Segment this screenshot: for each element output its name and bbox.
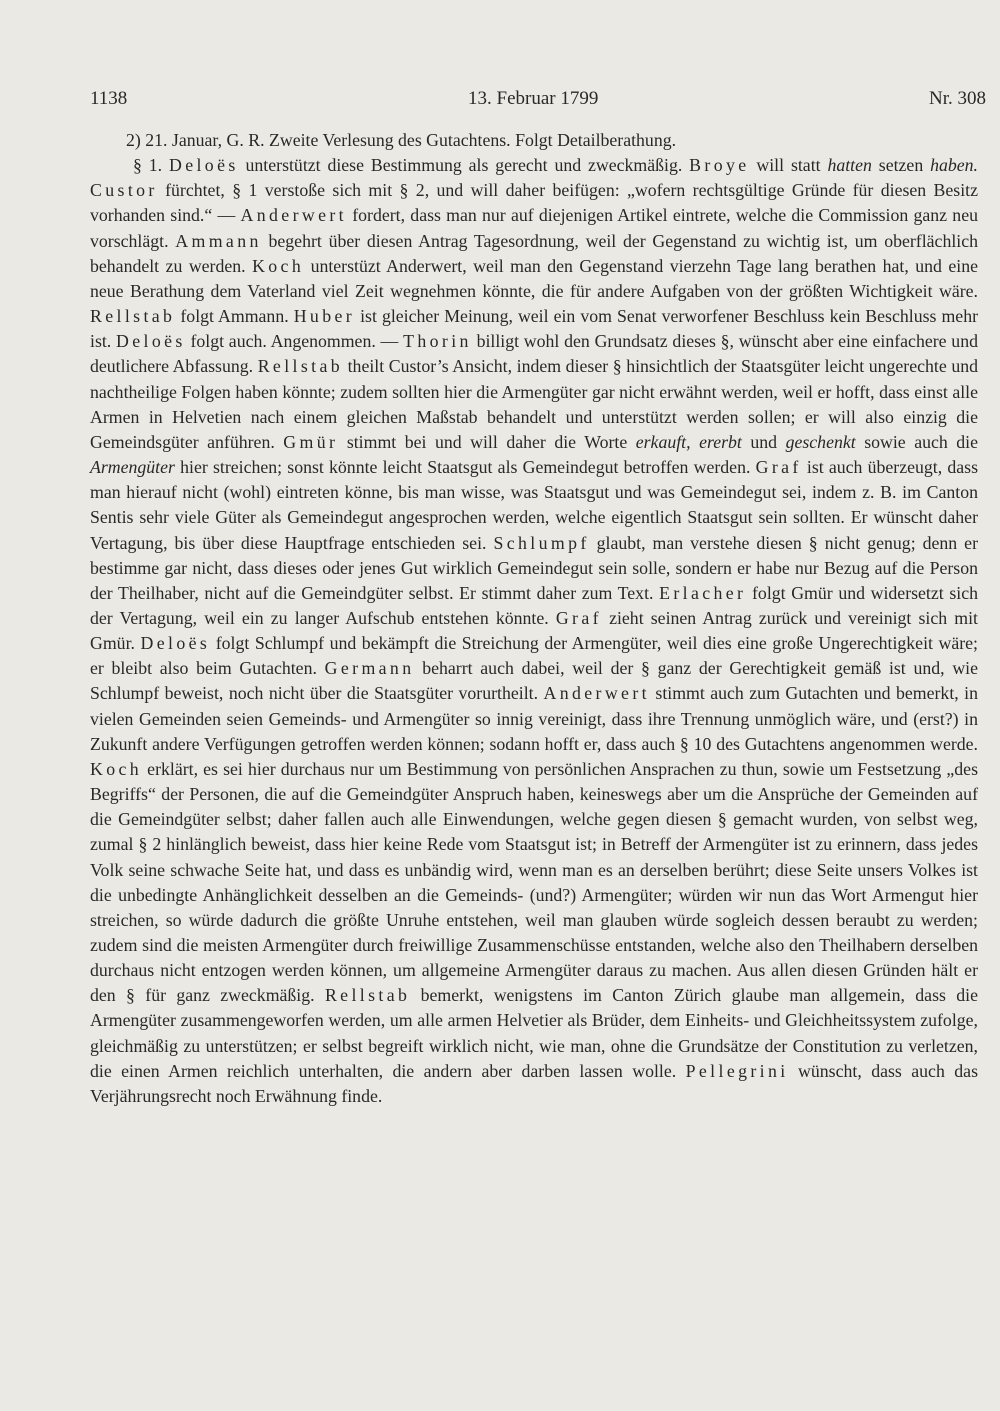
text-run: stimmt auch zum Gutachten und bemerkt, in vielen Gemeinden seien Gemeinds- und Armengüter so innig vereinigt, dass ihre Trennung unmöglich wäre, und (erst?) in Zukunft andere Verfügungen getroffen werden können; sodann hofft er, dass auch § 10 des Gutachtens angenommen werde. — [90, 683, 978, 754]
speaker-name: Anderwert — [240, 205, 347, 226]
text-run: ist gleicher Meinung, weil ein vom Senat verworfener Beschluss kein Beschluss mehr ist. — [90, 306, 979, 352]
text-run: beharrt auch dabei, weil der § ganz der Gerechtigkeit gemäß ist und, wie Schlumpf beweist, noch nicht über die Staatsgüter vorurtheilt. — [90, 658, 978, 704]
running-header — [90, 88, 986, 118]
speaker-name: Broye — [689, 155, 750, 176]
text-run: setzen — [871, 155, 931, 176]
text-run: theilt Custor’s Ansicht, indem dieser § hinsichtlich der Staatsgüter leicht ungerechte und nachtheilige Folgen haben könnte; zudem sollten hier die Armengüter gar nicht erwähnt werden, weil er hofft, dass einst alle Armen in Helvetien nach einem gleichen Maßstab behandelt und unterstützt werden sollen; er will also einzig die Gemeindsgüter anführen. — [90, 356, 978, 452]
text-run: glaubt, man verstehe diesen § nicht genug; denn er bestimme gar nicht, dass dieses oder jenes Gut wirklich Gemeindegut sein solle, sondern er habe nur Bezug auf die Person der Theilhaber, nicht auf die Gemeindgüter selbst. Er stimmt daher zum Text. — [90, 532, 978, 603]
text-run: will statt — [749, 155, 828, 176]
speaker-name: Gmür — [283, 431, 339, 452]
body-text — [90, 128, 978, 1109]
emphasis-text: Armengüter — [90, 457, 175, 478]
text-run: zieht seinen Antrag zurück und vereinigt sich mit Gmür. — [90, 607, 978, 654]
text-run: und — [741, 431, 786, 452]
text-run: begehrt über diesen Antrag Tagesordnung, weil der Gegenstand zu wichtig ist, um oberflächlich behandelt zu werden. — [90, 230, 979, 276]
speaker-name: Rellstab — [324, 985, 411, 1006]
speaker-name: Schlumpf — [493, 532, 590, 553]
speaker-name: Huber — [293, 306, 356, 327]
speaker-name: Deloës — [140, 633, 211, 654]
text-run: billigt wohl den Grundsatz dieses §, wünscht aber eine einfachere und deutlichere Abfassung. — [90, 331, 978, 377]
text-run: folgt auch. Angenommen. — — [185, 331, 404, 352]
text-run: sowie auch die — [855, 431, 978, 452]
header-date: 13. Februar 1799 — [468, 88, 599, 109]
text-run: fürchtet, § 1 verstoße sich mit § 2, und will daher beifügen: „wofern rechtsgültige Gründe für diesen Besitz vorhanden sind.“ — — [90, 180, 978, 226]
speaker-name: Rellstab — [90, 306, 176, 327]
emphasis-text: hatten — [827, 155, 872, 176]
text-run: unterstüzt Anderwert, weil man den Gegenstand vierzehn Tage lang berathen hat, und eine neue Berathung dem Vaterland viel Zeit wegnehmen könnte, die für andere Aufgaben von der größten Wichtigkeit wäre. — [90, 255, 978, 301]
text-run: stimmt bei und will daher die Worte — [338, 431, 636, 452]
speaker-name: Ammann — [175, 230, 262, 251]
speaker-name: Graf — [555, 607, 602, 628]
speaker-name: Custor — [90, 180, 158, 201]
text-run: folgt Ammann. — [175, 306, 294, 327]
speaker-name: Rellstab — [257, 356, 344, 377]
session-heading: 2) 21. Januar, G. R. Zweite Verlesung des Gutachtens. Folgt Detailberathung. — [126, 130, 677, 150]
speaker-name: Germann — [324, 658, 415, 679]
speaker-name: Graf — [755, 457, 802, 478]
speaker-name: Anderwert — [543, 683, 650, 704]
emphasis-text: haben. — [930, 155, 978, 176]
text-run: folgt Gmür und widersetzt sich der Vertagung, weil ein zu langer Aufschub entstehen könnte. — [90, 582, 978, 628]
speaker-name: Koch — [252, 255, 305, 276]
page-number: 1138 — [90, 88, 128, 109]
debate-paragraph — [90, 153, 978, 1109]
speaker-name: Erlacher — [659, 582, 747, 603]
text-run: fordert, dass man nur auf diejenigen Artikel eintrete, welche die Commission ganz neu vorschlägt. — [90, 205, 978, 251]
speaker-name: Koch — [90, 758, 143, 779]
text-run: unterstützt diese Bestimmung als gerecht und zweckmäßig. — [238, 155, 690, 176]
speaker-name: Thorin — [403, 331, 472, 352]
text-run: bemerkt, wenigstens im Canton Zürich glaube man allgemein, dass die Armengüter zusammengeworfen werden, um alle armen Helvetier als Brüder, dem Einheits- und Gleichheitssystem zufolge, gleichmäßig zu unterstützen; er selbst begreift wirklich nicht, wie man, ohne die Grundsätze der Constitution zu verletzen, die einen Armen reichlich unterhalten, die andern aber darben lassen wolle. — [90, 985, 978, 1081]
text-run: § 1. — [133, 155, 169, 176]
text-run: hier streichen; sonst könnte leicht Staatsgut als Gemeindegut betroffen werden. — [174, 457, 756, 478]
speaker-name: Pellegrini — [685, 1060, 789, 1081]
text-run: ist auch überzeugt, dass man hierauf nicht (wohl) eintreten könne, bis man wisse, was Staatsgut und was Gemeindegut sei, indem z. B. im Canton Sentis sehr viele Güter als Gemeindegut angesprochen werden, welche eigentlich Staatsgut sein sollten. Er wünscht daher Vertagung, bis über diese Hauptfrage entschieden sei. — [90, 457, 978, 553]
speaker-name: Deloës — [168, 155, 239, 176]
emphasis-text: erkauft, ererbt — [635, 431, 742, 452]
text-run: wünscht, dass auch das Verjährungsrecht noch Erwähnung finde. — [90, 1060, 978, 1106]
text-run: folgt Schlumpf und bekämpft die Streichung der Armengüter, weil dies eine große Ungerechtigkeit wäre; er bleibt also beim Gutachten. — [90, 633, 978, 679]
text-run: erklärt, es sei hier durchaus nur um Bestimmung von persönlichen Ansprachen zu thun, sowie um Festsetzung „des Begriffs“ der Personen, die auf die Gemeindgüter Anspruch haben, keineswegs aber um die Ansprüche der Gemeinden auf die Gemeindgüter selbst; daher fallen auch alle Einwendungen, welche gegen diesen § gemacht wurden, von selbst weg, zumal § 2 hinlänglich beweist, dass hier keine Rede vom Staatsgut ist; in Betreff der Armengüter ist zu erinnern, dass jedes Volk seine schwache Seite hat, und dass es unbändig wird, wenn man es an derselben berührt; diese Seite unsers Volkes ist die unbedingte Anhänglichkeit desselben an die Gemeinds- (und?) Armengüter; würden wir nun das Wort Armengut hier streichen, so würde dadurch die größte Unruhe entstehen, weil man glauben würde sogleich dessen beraubt zu werden; zudem sind die meisten Armengüter durch freiwillige Zusammenschüsse entstanden, welche also den Theilhabern derselben durchaus nicht entzogen werden können, um allgemeine Armengüter daraus zu machen. Aus allen diesen Gründen hält er den § für ganz zweckmäßig. — [90, 758, 978, 1006]
speaker-name: Deloës — [116, 331, 186, 352]
document-number: Nr. 308 — [929, 88, 986, 109]
emphasis-text: geschenkt — [785, 431, 856, 452]
